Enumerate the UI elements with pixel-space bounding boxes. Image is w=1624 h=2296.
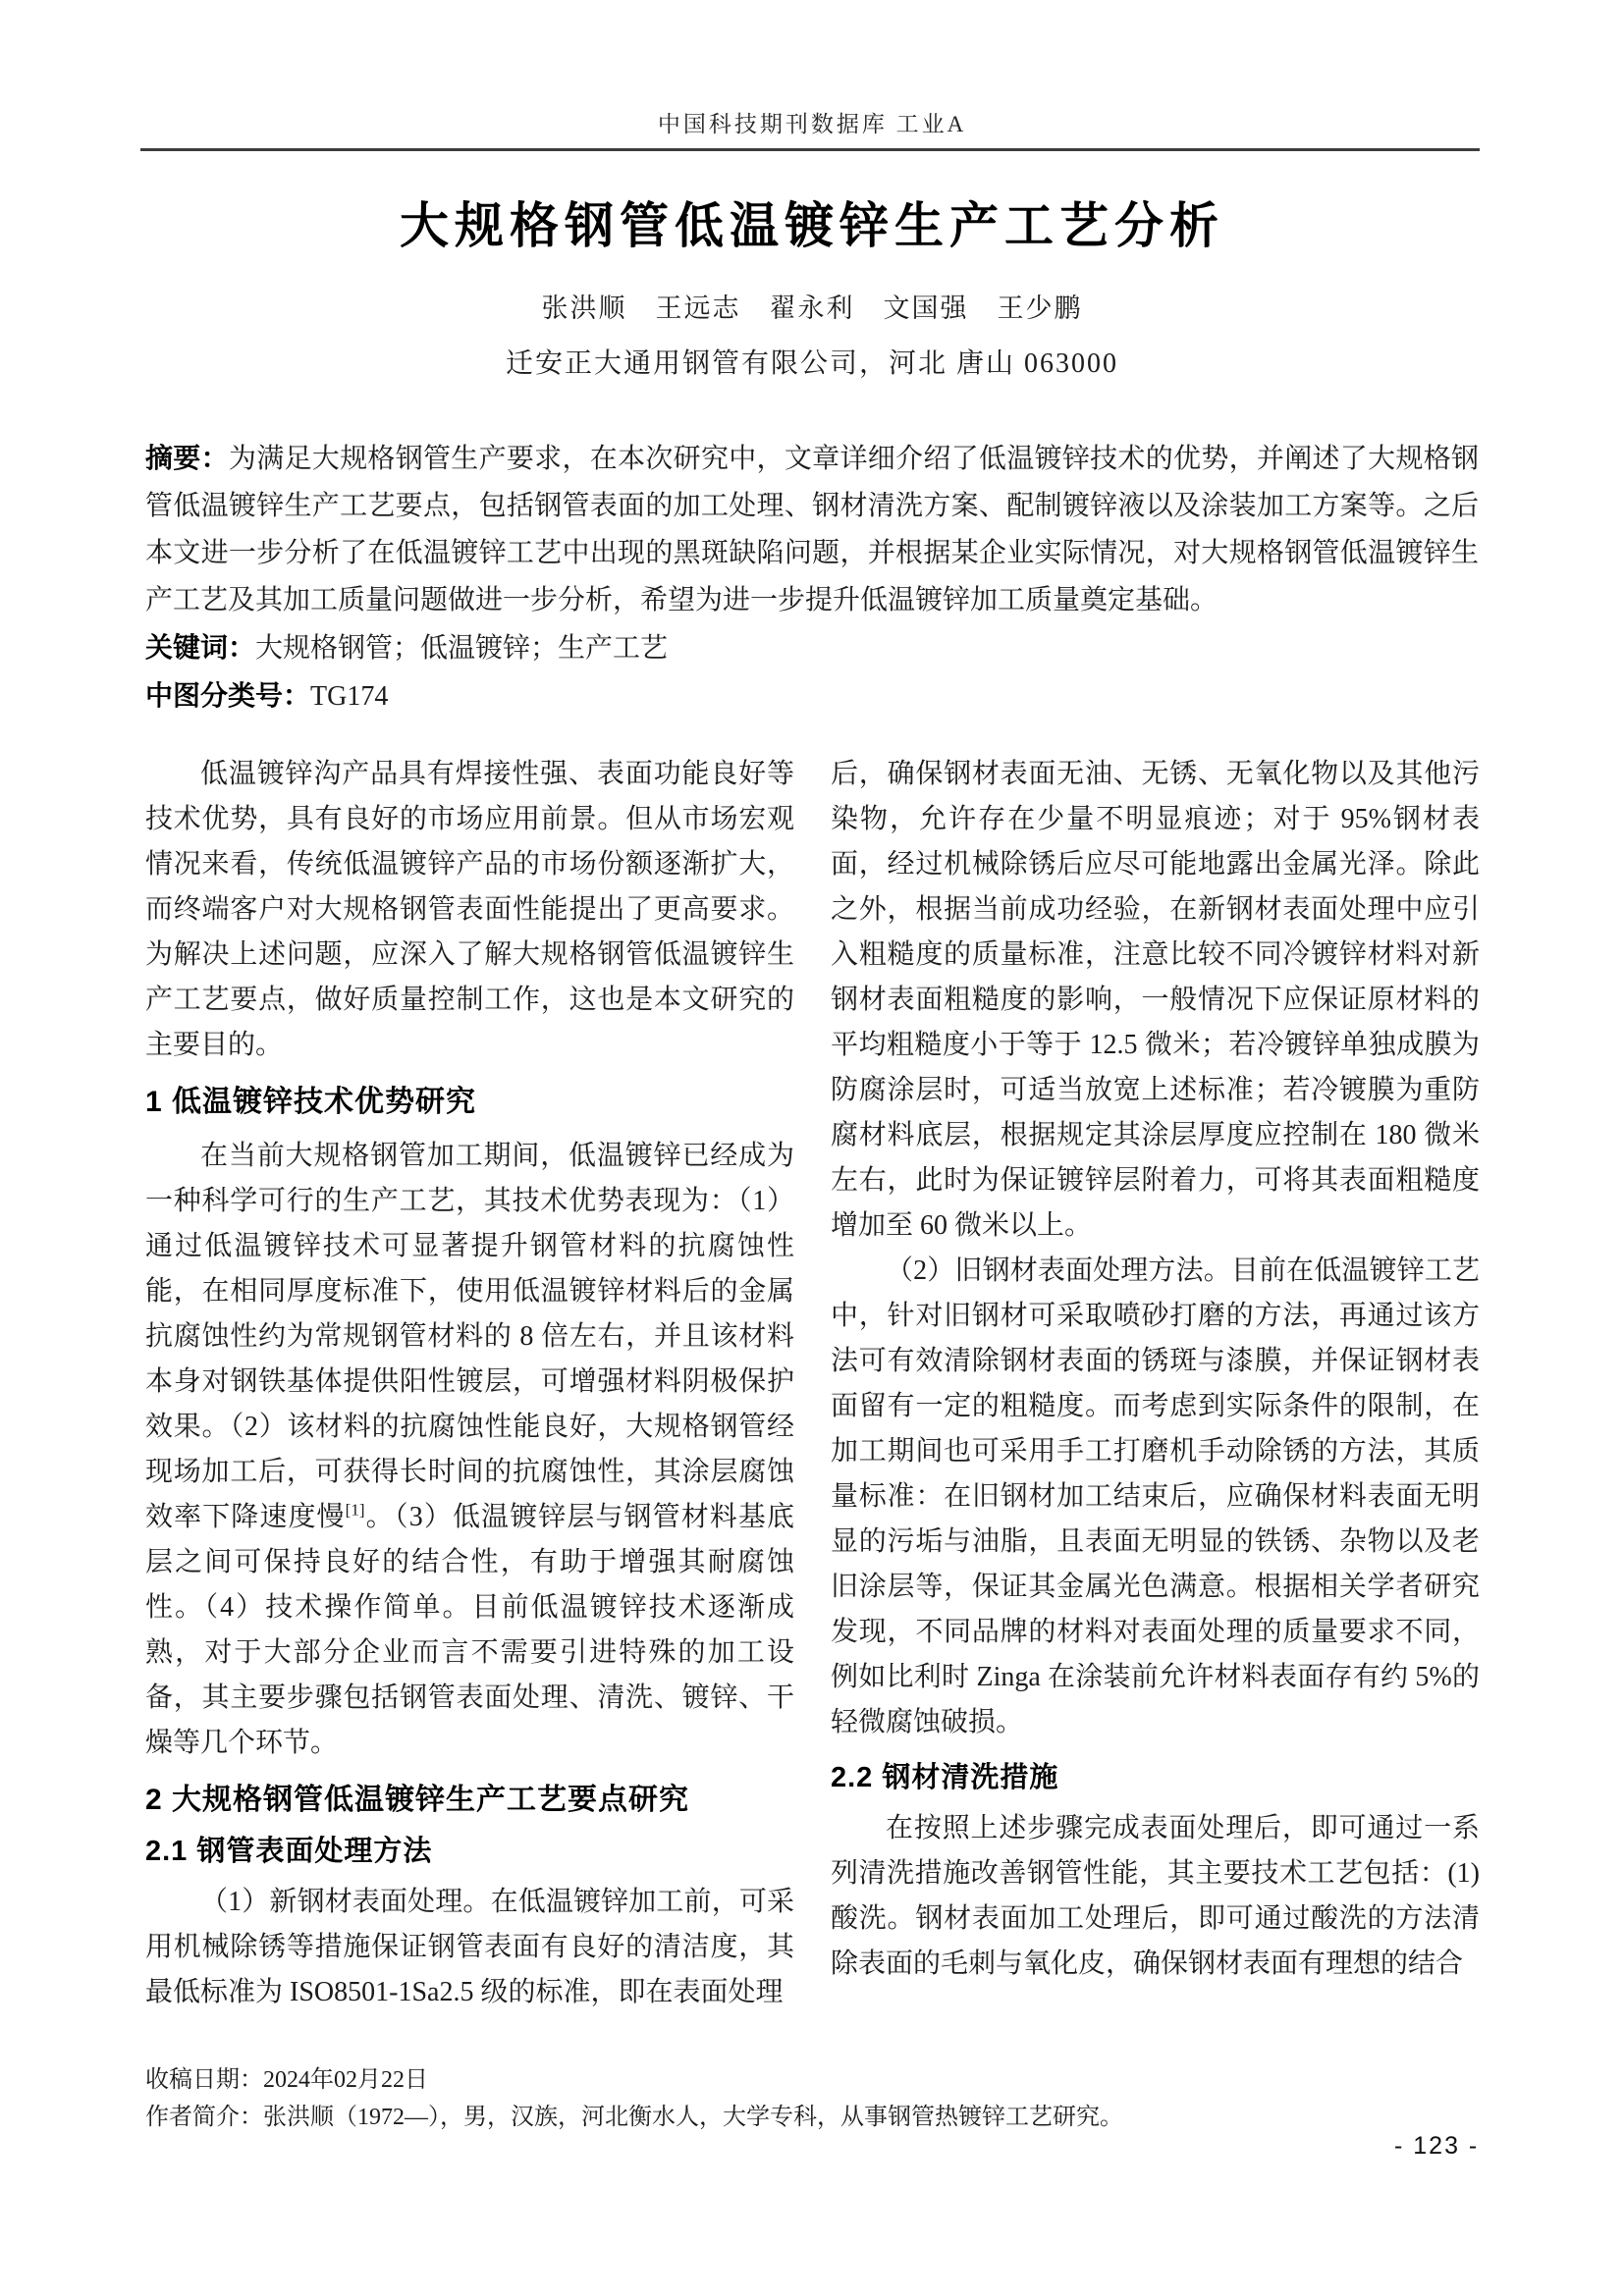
section-2-1-paragraph-2: （2）旧钢材表面处理方法。目前在低温镀锌工艺中，针对旧钢材可采取喷砂打磨的方法，再通过该方法可有效清除钢材表面的锈斑与漆膜，并保证钢材表面留有一定的粗糙度。而考虑到实际条件的限制，在加工期间也可采用手工打磨机手动除锈的方法，其质量标准：在旧钢材加工结束后，应确保材料表面无明显的污垢与油脂，且表面无明显的铁锈、杂物以及老旧涂层等，保证其金属光色满意。根据相关学者研究发现，不同品牌的材料对表面处理的质量要求不同，例如比利时 Zinga 在涂装前允许材料表面存有约 5%的轻微腐蚀破损。 (831, 1255, 1480, 1737)
section-1-heading: 1 低温镀锌技术优势研究 (145, 1086, 477, 1118)
page-number: - 123 - (1394, 2132, 1480, 2160)
article-title: 大规格钢管低温镀锌生产工艺分析 (400, 198, 1224, 253)
keywords-label: 关键词： (145, 632, 256, 663)
header-rule (140, 148, 1480, 151)
left-column (145, 752, 794, 2015)
front-matter (145, 435, 1479, 721)
section-1-text-a: 在当前大规格钢管加工期间，低温镀锌已经成为一种科学可行的生产工艺，其技术优势表现为：（1）通过低温镀锌技术可显著提升钢管材料的抗腐蚀性能，在相同厚度标准下，使用低温镀锌材料后的金属抗腐蚀性约为常规钢管材料的 8 倍左右，并且该材料本身对钢铁基体提供阳性镀层，可增强材料阴极保护效果。（2）该材料的抗腐蚀性能良好，大规格钢管经现场加工后，可获得长时间的抗腐蚀性，其涂层腐蚀效率下降速度慢 (145, 1141, 794, 1532)
section-2-1-paragraph: （1）新钢材表面处理。在低温镀锌加工前，可采用机械除锈等措施保证钢管表面有良好的清洁度，其最低标准为 ISO8501-1Sa2.5 级的标准，即在表面处理 (145, 1887, 794, 2007)
section-2-heading: 2 大规格钢管低温镀锌生产工艺要点研究 (145, 1784, 690, 1816)
journal-header: 中国科技期刊数据库 工业A (657, 112, 967, 136)
keywords-text: 大规格钢管；低温镀锌；生产工艺 (255, 633, 669, 664)
clc-text: TG174 (310, 681, 389, 712)
author-bio-line: 作者简介：张洪顺（1972—），男，汉族，河北衡水人，大学专科，从事钢管热镀锌工艺研究。 (145, 2105, 1123, 2130)
section-2-1-continued-paragraph: 后，确保钢材表面无油、无锈、无氧化物以及其他污染物，允许存在少量不明显痕迹；对于 95%钢材表面，经过机械除锈后应尽可能地露出金属光泽。除此之外，根据当前成功经验，在新钢材表面处理中应引入粗糙度的质量标准，注意比较不同冷镀锌材料对新钢材表面粗糙度的影响，一般情况下应保证原材料的平均粗糙度小于等于 12.5 微米；若冷镀锌单独成膜为防腐涂层时，可适当放宽上述标准；若冷镀膜为重防腐材料底层，根据规定其涂层厚度应控制在 180 微米左右，此时为保证镀锌层附着力，可将其表面粗糙度增加至 60 微米以上。 (831, 759, 1480, 1241)
abstract (145, 435, 1479, 624)
keywords-line (145, 624, 1479, 672)
section-2-2-paragraph: 在按照上述步骤完成表面处理后，即可通过一系列清洗措施改善钢管性能，其主要技术工艺包括：(1)酸洗。钢材表面加工处理后，即可通过酸洗的方法清除表面的毛刺与氧化皮，确保钢材表面有理想的结合 (831, 1813, 1480, 1979)
right-column (831, 752, 1480, 2015)
clc-line (145, 672, 1479, 721)
intro-paragraph: 低温镀锌沟产品具有焊接性强、表面功能良好等技术优势，具有良好的市场应用前景。但从市场宏观情况来看，传统低温镀锌产品的市场份额逐渐扩大，而终端客户对大规格钢管表面性能提出了更高要求。为解决上述问题，应深入了解大规格钢管低温镀锌生产工艺要点，做好质量控制工作，这也是本文研究的主要目的。 (145, 759, 794, 1060)
section-1-text-b: 。（3）低温镀锌层与钢管材料基底层之间可保持良好的结合性，有助于增强其耐腐蚀性。（4）技术操作简单。目前低温镀锌技术逐渐成熟，对于大部分企业而言不需要引进特殊的加工设备，其主要步骤包括钢管表面处理、清洗、镀锌、干燥等几个环节。 (145, 1502, 794, 1758)
body-columns (145, 752, 1480, 2015)
abstract-text: 为满足大规格钢管生产要求，在本次研究中，文章详细介绍了低温镀锌技术的优势，并阐述了大规格钢管低温镀锌生产工艺要点，包括钢管表面的加工处理、钢材清洗方案、配制镀锌液以及涂装加工方案等。之后本文进一步分析了在低温镀锌工艺中出现的黑斑缺陷问题，并根据某企业实际情况，对大规格钢管低温镀锌生产工艺及其加工质量问题做进一步分析，希望为进一步提升低温镀锌加工质量奠定基础。 (145, 444, 1479, 615)
received-date-line: 收稿日期：2024年02月22日 (145, 2067, 428, 2093)
section-2-1-heading: 2.1 钢管表面处理方法 (145, 1836, 433, 1867)
abstract-label: 摘要： (145, 443, 229, 473)
reference-marker-1: [1] (345, 1500, 365, 1520)
section-1-paragraph (145, 1134, 794, 1766)
clc-label: 中图分类号： (145, 680, 311, 711)
authors-line: 张洪顺 王远志 翟永利 文国强 王少鹏 (541, 294, 1083, 323)
footnote-block (145, 2061, 1402, 2136)
section-2-2-heading: 2.2 钢材清洗措施 (831, 1762, 1059, 1793)
affiliation-line: 迁安正大通用钢管有限公司，河北 唐山 063000 (505, 348, 1118, 379)
